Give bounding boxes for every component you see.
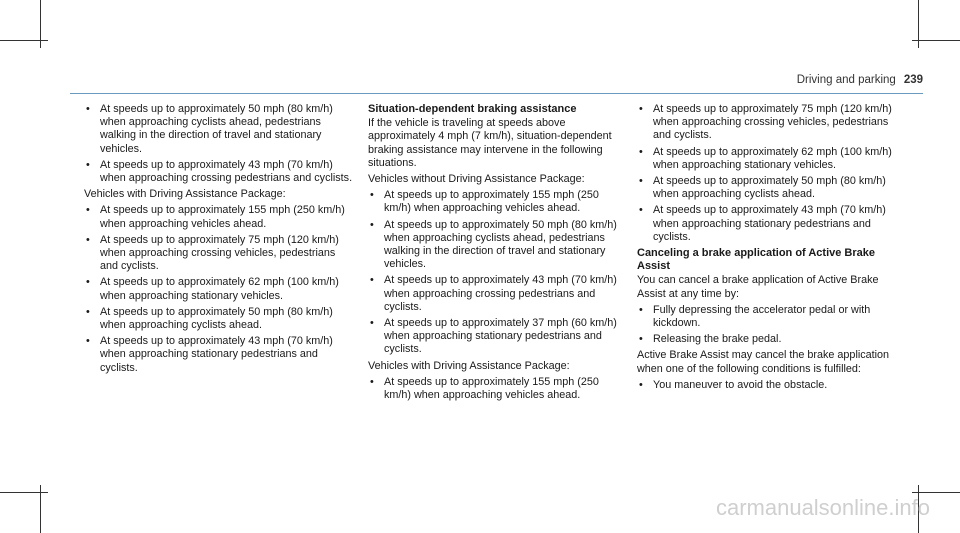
list-item (84, 234, 354, 274)
list-item (637, 103, 897, 143)
list-item-text: At speeds up to approximately 43 mph (70 km/h) when approaching crossing pedestrians and cyclists. (100, 158, 353, 185)
list-item (84, 335, 354, 375)
bullet-list (84, 103, 354, 185)
list-item (84, 306, 354, 332)
list-item-text: At speeds up to approximately 50 mph (80 km/h) when approaching cyclists ahead. (100, 305, 333, 332)
crop-mark (912, 40, 960, 41)
list-item-text: At speeds up to approximately 43 mph (70 km/h) when approaching crossing pedestrians and cyclists. (384, 274, 617, 313)
bullet-icon: • (86, 335, 90, 348)
list-item-text: Fully depressing the accelerator pedal or with kickdown. (653, 303, 871, 330)
watermark: carmanualsonline.info (715, 495, 930, 520)
list-item-text: At speeds up to approximately 50 mph (80 km/h) when approaching cyclists ahead. (653, 175, 886, 201)
list-item (368, 317, 628, 357)
paragraph: If the vehicle is traveling at speeds above approximately 4 mph (7 km/h), situation-dependent braking assistance may intervene in the following situations. (368, 117, 612, 169)
list-item (637, 146, 897, 172)
header-rule (70, 93, 923, 94)
section-heading: Canceling a brake application of Active Brake Assist (637, 247, 876, 273)
bullet-icon: • (86, 233, 90, 246)
list-item-text: At speeds up to approximately 155 mph (250 km/h) when approaching vehicles ahead. (100, 204, 345, 230)
list-item-text: You maneuver to avoid the obstacle. (653, 378, 828, 391)
crop-mark (912, 492, 960, 493)
column-3 (637, 103, 897, 395)
bullet-icon: • (370, 375, 374, 388)
bullet-icon: • (639, 175, 643, 188)
list-item (84, 103, 354, 156)
section-heading: Situation-dependent braking assistance (368, 103, 577, 115)
column-2 (368, 103, 628, 405)
list-item-text: At speeds up to approximately 155 mph (250 km/h) when approaching vehicles ahead. (384, 375, 599, 402)
list-item (368, 189, 628, 215)
list-item (84, 204, 354, 230)
list-item-text: At speeds up to approximately 50 mph (80 km/h) when approaching cyclists ahead, pedestrians walking in the direction of travel and stationary vehicles. (384, 218, 617, 271)
crop-mark (0, 492, 48, 493)
list-item-text: At speeds up to approximately 62 mph (100 km/h) when approaching stationary vehicles. (653, 145, 892, 171)
section-title: Driving and parking (796, 74, 896, 86)
bullet-icon: • (370, 274, 374, 287)
list-item (637, 304, 897, 330)
paragraph: You can cancel a brake application of Active Brake Assist at any time by: (637, 274, 879, 300)
bullet-icon: • (370, 189, 374, 202)
page-header (797, 74, 923, 86)
bullet-icon: • (86, 204, 90, 217)
list-item (84, 159, 354, 185)
list-item (368, 219, 628, 272)
bullet-list (637, 304, 897, 347)
list-item-text: At speeds up to approximately 50 mph (80 km/h) when approaching cyclists ahead, pedestrians walking in the direction of travel and stationary vehicles. (100, 103, 333, 155)
list-item-text: Releasing the brake pedal. (653, 333, 782, 346)
bullet-icon: • (639, 303, 643, 316)
bullet-icon: • (86, 103, 90, 115)
paragraph: Vehicles with Driving Assistance Package: (368, 359, 570, 372)
bullet-list (637, 379, 897, 392)
list-item (84, 276, 354, 302)
bullet-list (368, 189, 628, 356)
bullet-list (84, 204, 354, 374)
list-item (637, 204, 897, 244)
bullet-list (368, 376, 628, 402)
crop-mark (0, 40, 48, 41)
paragraph: Vehicles without Driving Assistance Package: (368, 173, 585, 186)
column-1 (84, 103, 354, 378)
list-item-text: At speeds up to approximately 75 mph (120 km/h) when approaching crossing vehicles, pedestrians and cyclists. (653, 103, 892, 142)
list-item-text: At speeds up to approximately 155 mph (250 km/h) when approaching vehicles ahead. (384, 189, 599, 215)
list-item (637, 379, 897, 392)
bullet-icon: • (639, 145, 643, 158)
list-item-text: At speeds up to approximately 75 mph (120 km/h) when approaching crossing vehicles, pedestrians and cyclists. (100, 233, 339, 273)
list-item (368, 376, 628, 402)
page-number: 239 (903, 74, 923, 86)
list-item-text: At speeds up to approximately 43 mph (70 km/h) when approaching stationary pedestrians and cyclists. (100, 335, 333, 374)
bullet-icon: • (370, 317, 374, 330)
bullet-icon: • (86, 276, 90, 289)
bullet-icon: • (86, 158, 90, 171)
bullet-icon: • (639, 103, 643, 115)
bullet-icon: • (639, 204, 643, 217)
list-item (637, 175, 897, 201)
list-item (637, 333, 897, 346)
list-item-text: At speeds up to approximately 37 mph (60 km/h) when approaching stationary pedestrians and cyclists. (384, 317, 617, 356)
list-item-text: At speeds up to approximately 62 mph (100 km/h) when approaching stationary vehicles. (100, 276, 339, 302)
list-item (368, 274, 628, 314)
bullet-icon: • (370, 218, 374, 231)
bullet-icon: • (639, 378, 643, 391)
bullet-list (637, 103, 897, 244)
paragraph: Vehicles with Driving Assistance Package: (84, 188, 286, 201)
list-item-text: At speeds up to approximately 43 mph (70 km/h) when approaching stationary pedestrians and cyclists. (653, 204, 886, 243)
bullet-icon: • (86, 305, 90, 318)
paragraph: Active Brake Assist may cancel the brake application when one of the following conditions is fulfilled: (637, 349, 890, 375)
bullet-icon: • (639, 333, 643, 346)
